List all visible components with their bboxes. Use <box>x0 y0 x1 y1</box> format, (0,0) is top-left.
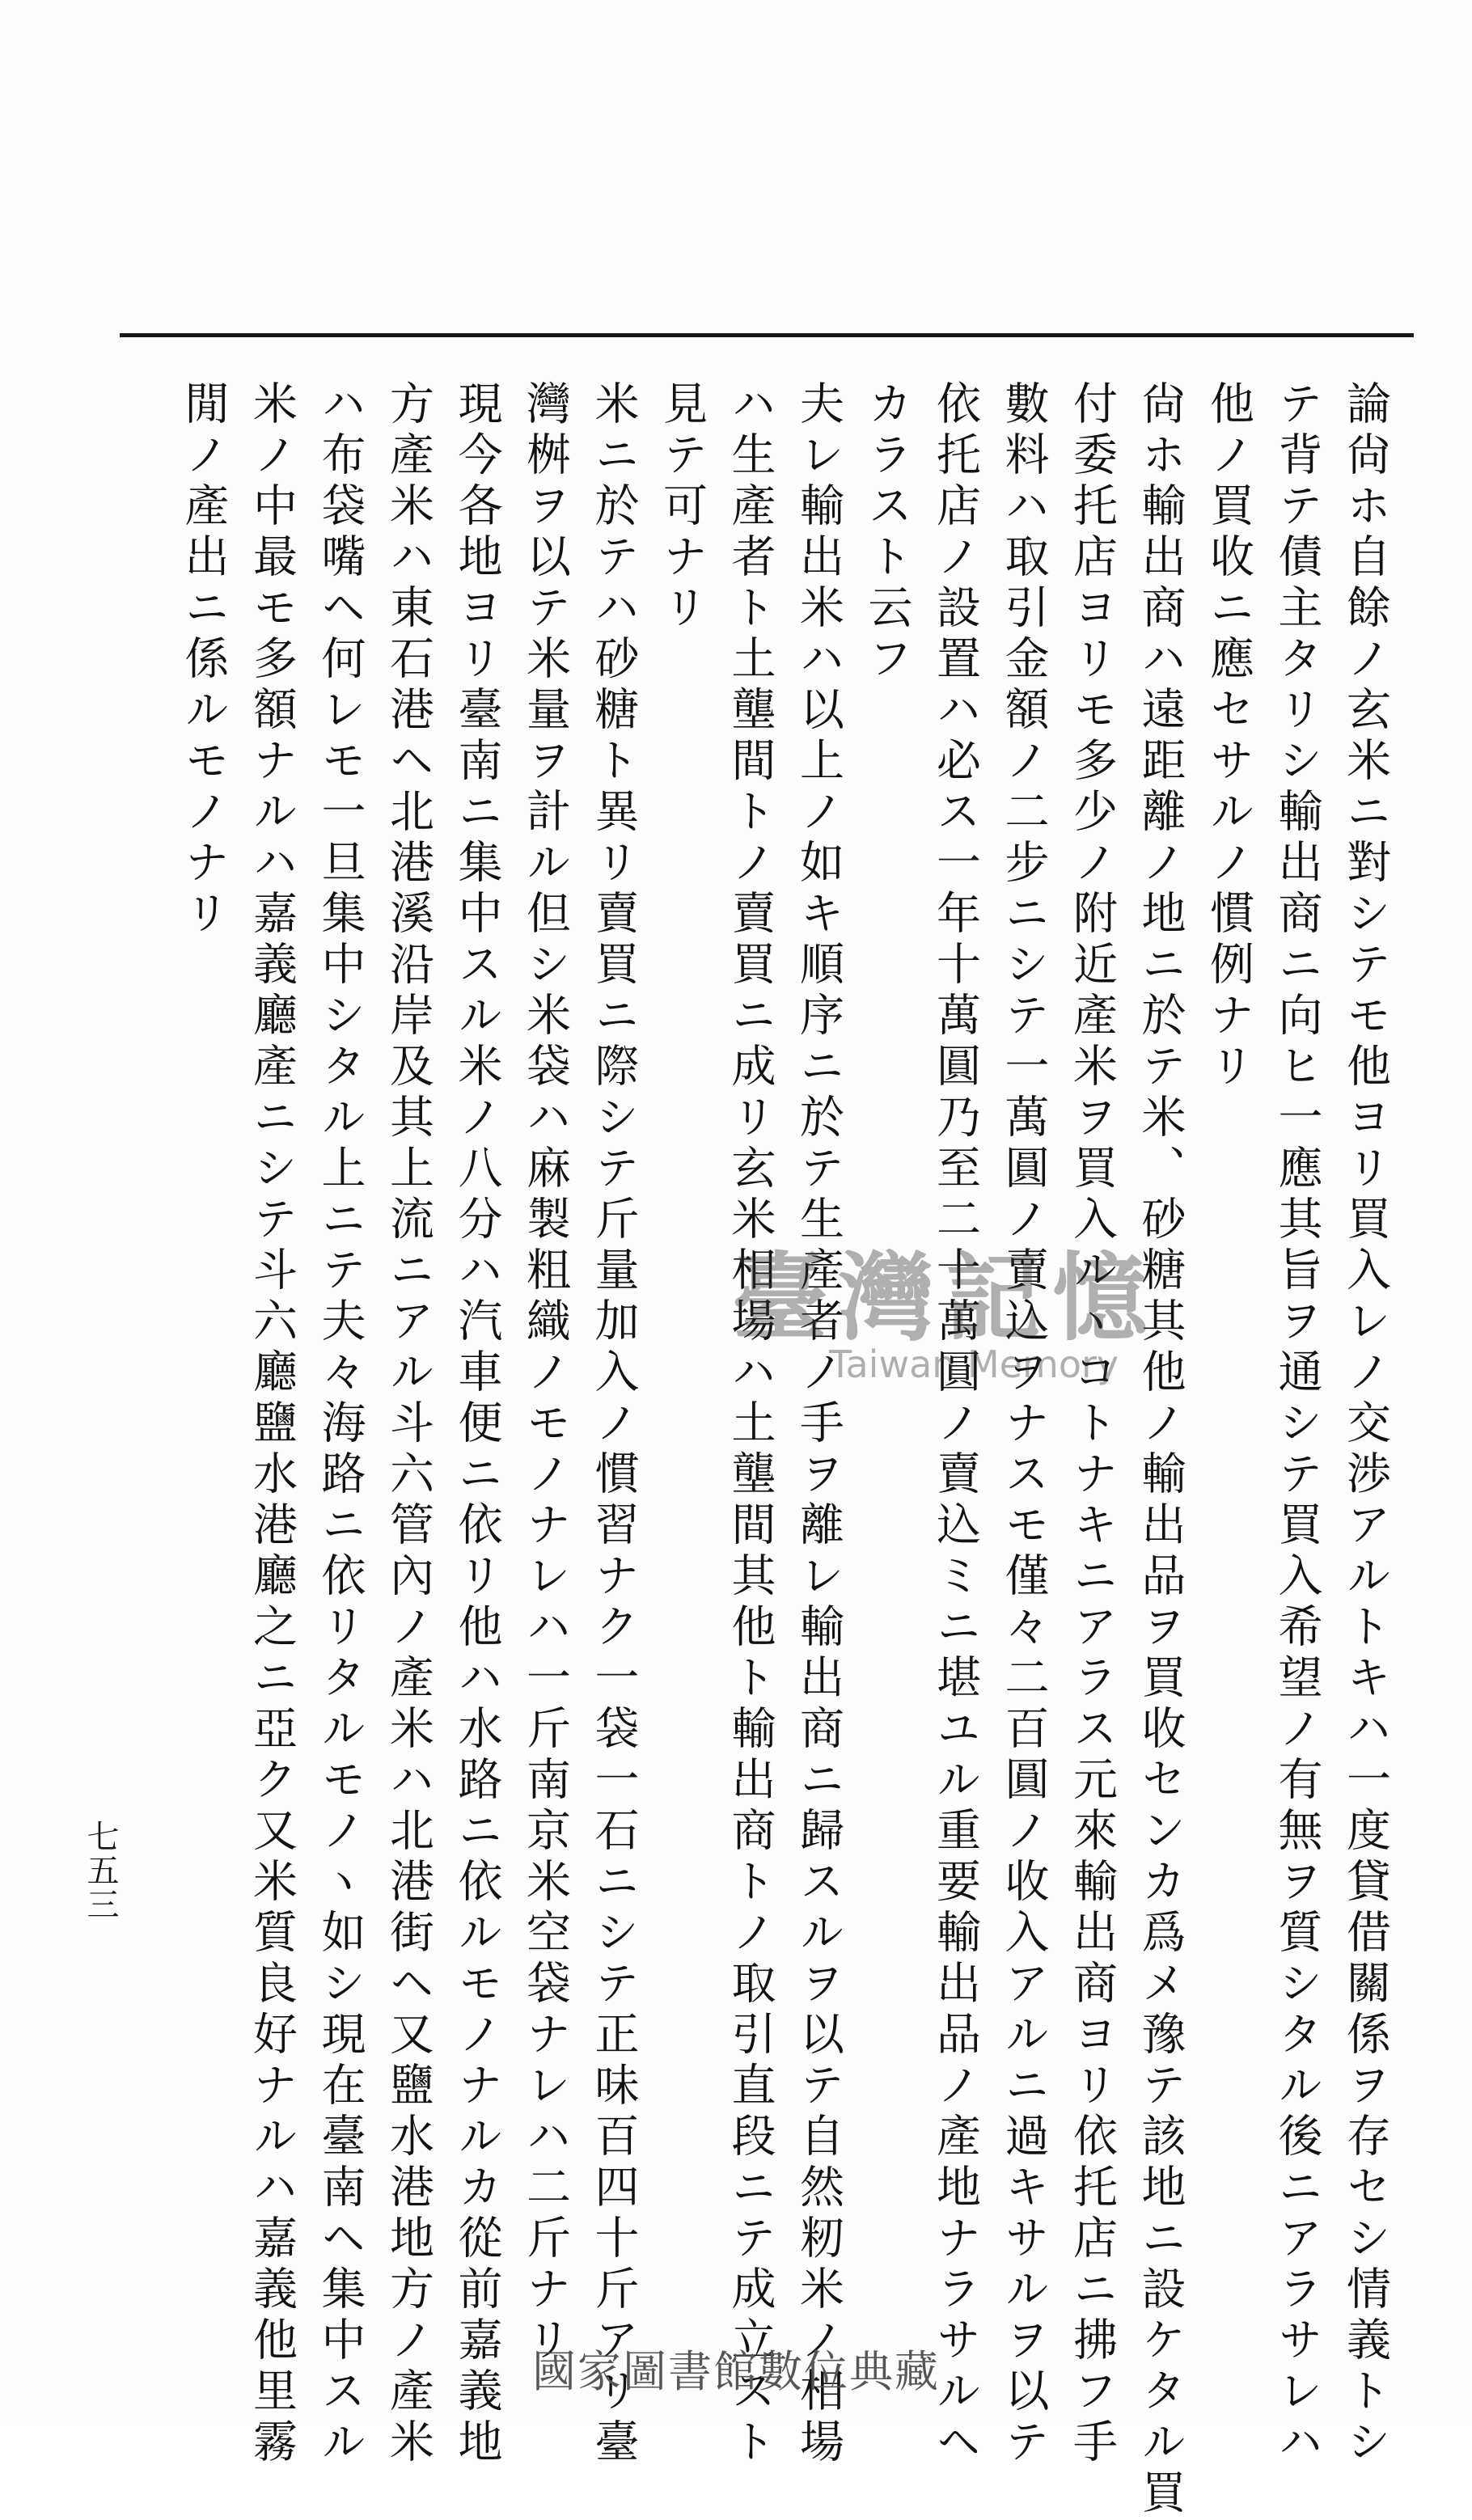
text-line-3: 他ノ買收ニ應セサルノ慣例ナリ <box>1203 380 1254 1093</box>
text-line-12: 米ニ於テハ砂糖ト異リ賣買ニ際シテ斤量加入ノ慣習ナク一袋一石ニシテ正味百四十斤アリ臺 <box>587 380 640 2469</box>
text-line-11: 見テ可ナリ <box>656 380 708 635</box>
page-number: 七五三 <box>82 1820 119 1922</box>
footer-credit: 國家圖書館數位典藏 <box>532 2346 940 2397</box>
text-line-17: 米ノ中最モ多額ナルハ嘉義廳產ニシテ斗六廳鹽水港廳之ニ亞ク又米質良好ナルハ嘉義他里霧 <box>246 380 298 2469</box>
text-line-14: 現今各地ヨリ臺南ニ集中スル米ノ八分ハ汽車便ニ依リ他ハ水路ニ依ルモノナルカ從前嘉義地 <box>450 380 503 2469</box>
text-line-18: 閒ノ產出ニ係ルモノナリ <box>177 380 230 941</box>
watermark-title: 臺灣記憶 <box>732 1241 1160 1354</box>
text-line-7: 依托店ノ設置ハ必ス一年十萬圓乃至二十萬圓ノ賣込ミニ堪ユル重要輸出品ノ產地ナラサルヘ <box>929 380 981 2469</box>
text-line-5: 付委托店ヨリモ多少ノ附近產米ヲ買入ルヽコトナキニアラス元來輸出商ヨリ依托店ニ拂フ手 <box>1066 380 1118 2469</box>
text-line-6: 數料ハ取引金額ノ二步ニシテ一萬圓ノ賣込ヲナスモ僅々二百圓ノ收入アルニ過キサルヲ以テ <box>997 380 1050 2469</box>
text-line-4: 尙ホ輸出商ハ遠距離ノ地ニ於テ米、砂糖其他ノ輸出品ヲ買收センカ爲メ豫テ該地ニ設ケタル買 <box>1134 380 1186 2520</box>
watermark-subtitle: Taiwan Memory <box>829 1342 1119 1386</box>
text-line-2: テ背テ債主タリシ輸出商ニ向ヒ一應其旨ヲ通シテ買入希望ノ有無ヲ質シタル後ニアラサレハ <box>1271 380 1323 2469</box>
text-line-10: ハ生產者ト土壟間トノ賣買ニ成リ玄米相場ハ土壟間其他ト輸出商トノ取引直段ニテ成立スト <box>724 380 776 2469</box>
text-line-13: 灣桝ヲ以テ米量ヲ計ル但シ米袋ハ麻製粗織ノモノナレハ一斤南京米空袋ナレハ二斤ナリ <box>519 380 571 2367</box>
text-line-9: 夫レ輸出米ハ以上ノ如キ順序ニ於テ生產者ノ手ヲ離レ輸出商ニ歸スルヲ以テ自然籾米ノ相場 <box>793 380 844 2469</box>
top-rule-divider <box>120 333 1414 337</box>
text-line-15: 方產米ハ東石港ヘ北港溪沿岸及其上流ニアル斗六管內ノ產米ハ北港街ヘ又鹽水港地方ノ產米 <box>383 380 434 2469</box>
text-line-16: ハ布袋嘴ヘ何レモ一旦集中シタル上ニテ夫々海路ニ依リタルモノヽ如シ現在臺南ヘ集中スル <box>314 380 366 2469</box>
text-line-1: 論尙ホ自餘ノ玄米ニ對シテモ他ヨリ買入レノ交渉アルトキハ一度貸借關係ヲ存セシ情義トシ <box>1339 380 1391 2469</box>
text-line-8: カラスト云フ <box>861 380 913 686</box>
